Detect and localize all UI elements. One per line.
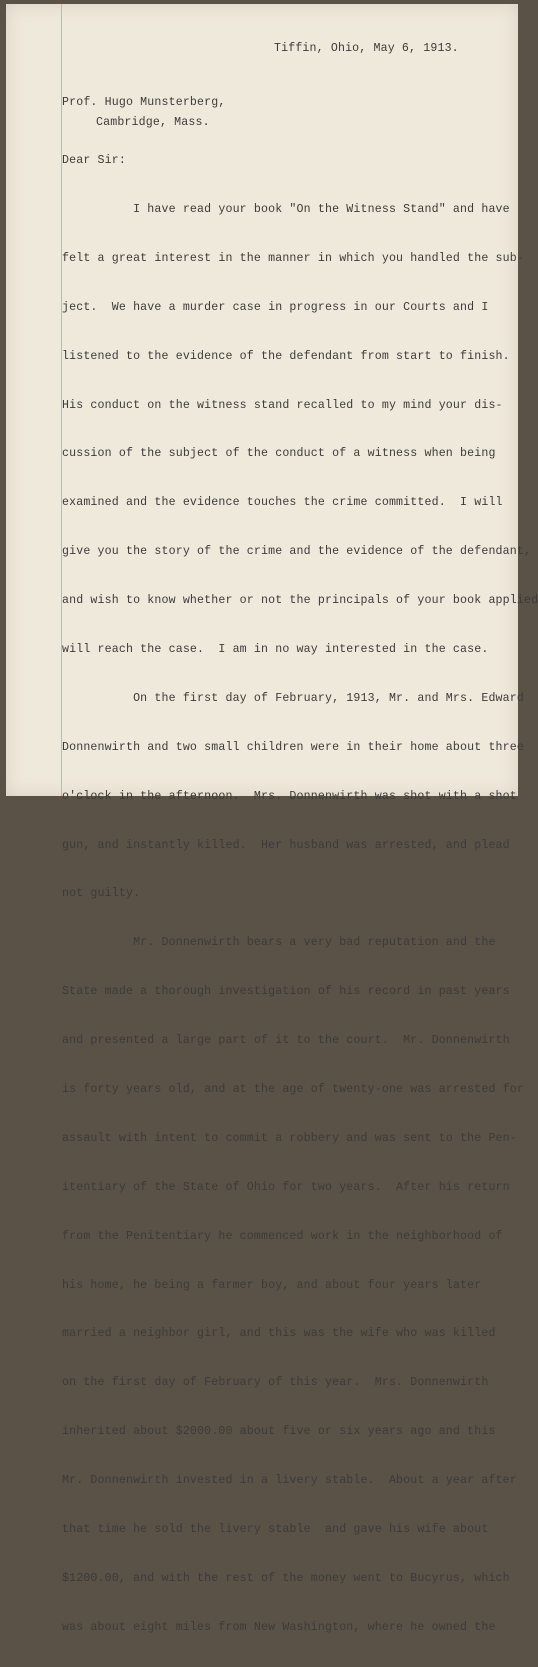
body-line: examined and the evidence touches the crime committed. I will xyxy=(62,496,503,510)
body-line: that time he sold the livery stable and gave his wife about xyxy=(62,1523,489,1537)
body-line: itentiary of the State of Ohio for two years. After his return xyxy=(62,1180,510,1194)
body-line: I have read your book "On the Witness Stand" and have xyxy=(62,203,510,216)
body-line: Donnenwirth and two small children were in their home about three xyxy=(62,740,524,754)
body-line: from the Penitentiary he commenced work in the neighborhood of xyxy=(62,1229,503,1243)
body-line: ject. We have a murder case in progress in our Courts and I xyxy=(62,300,489,314)
body-line: State made a thorough investigation of his record in past years xyxy=(62,985,510,999)
body-line: inherited about $2000.00 about five or six years ago and this xyxy=(62,1425,496,1439)
letter-page xyxy=(6,4,538,1634)
body-line: on the first day of February of this year. Mrs. Donnenwirth xyxy=(62,1376,489,1390)
body-line: On the first day of February, 1913, Mr. and Mrs. Edward xyxy=(62,691,524,705)
date-line: Tiffin, Ohio, May 6, 1913. xyxy=(274,42,459,55)
body-line: $1200.00, and with the rest of the money went to Bucyrus, which xyxy=(62,1571,510,1585)
body-line: felt a great interest in the manner in which you handled the sub- xyxy=(62,251,524,265)
body-line: cussion of the subject of the conduct of a witness when being xyxy=(62,447,496,461)
body-line: will reach the case. I am in no way interested in the case. xyxy=(62,643,489,657)
body-line: is forty years old, and at the age of twenty-one was arrested for xyxy=(62,1083,524,1097)
recipient-name: Prof. Hugo Munsterberg, xyxy=(62,96,226,109)
body-line: was about eight miles from New Washington, where he owned the xyxy=(62,1620,496,1634)
body-line: His conduct on the witness stand recalled to my mind your dis- xyxy=(62,398,503,412)
salutation: Dear Sir: xyxy=(62,154,126,167)
body-line: listened to the evidence of the defendant from start to finish. xyxy=(62,349,510,363)
body-line: assault with intent to commit a robbery and was sent to the Pen- xyxy=(62,1131,517,1145)
body-line: married a neighbor girl, and this was the wife who was killed xyxy=(62,1327,496,1341)
body-line: gun, and instantly killed. Her husband was arrested, and plead xyxy=(62,838,510,852)
body-line: give you the story of the crime and the evidence of the defendant, xyxy=(62,545,532,559)
body-line: o'clock in the afternoon. Mrs. Donnenwirth was shot with a shot xyxy=(62,789,517,803)
body-line: Mr. Donnenwirth invested in a livery stable. About a year after xyxy=(62,1474,517,1488)
body-line: his home, he being a farmer boy, and about four years later xyxy=(62,1278,482,1292)
body-line: not guilty. xyxy=(62,887,141,901)
recipient-city: Cambridge, Mass. xyxy=(96,116,210,129)
letter-body xyxy=(62,172,538,1667)
body-line: Mr. Donnenwirth bears a very bad reputation and the xyxy=(62,936,496,950)
body-line: and presented a large part of it to the court. Mr. Donnenwirth xyxy=(62,1034,510,1048)
body-line: and wish to know whether or not the principals of your book applied xyxy=(62,594,538,608)
